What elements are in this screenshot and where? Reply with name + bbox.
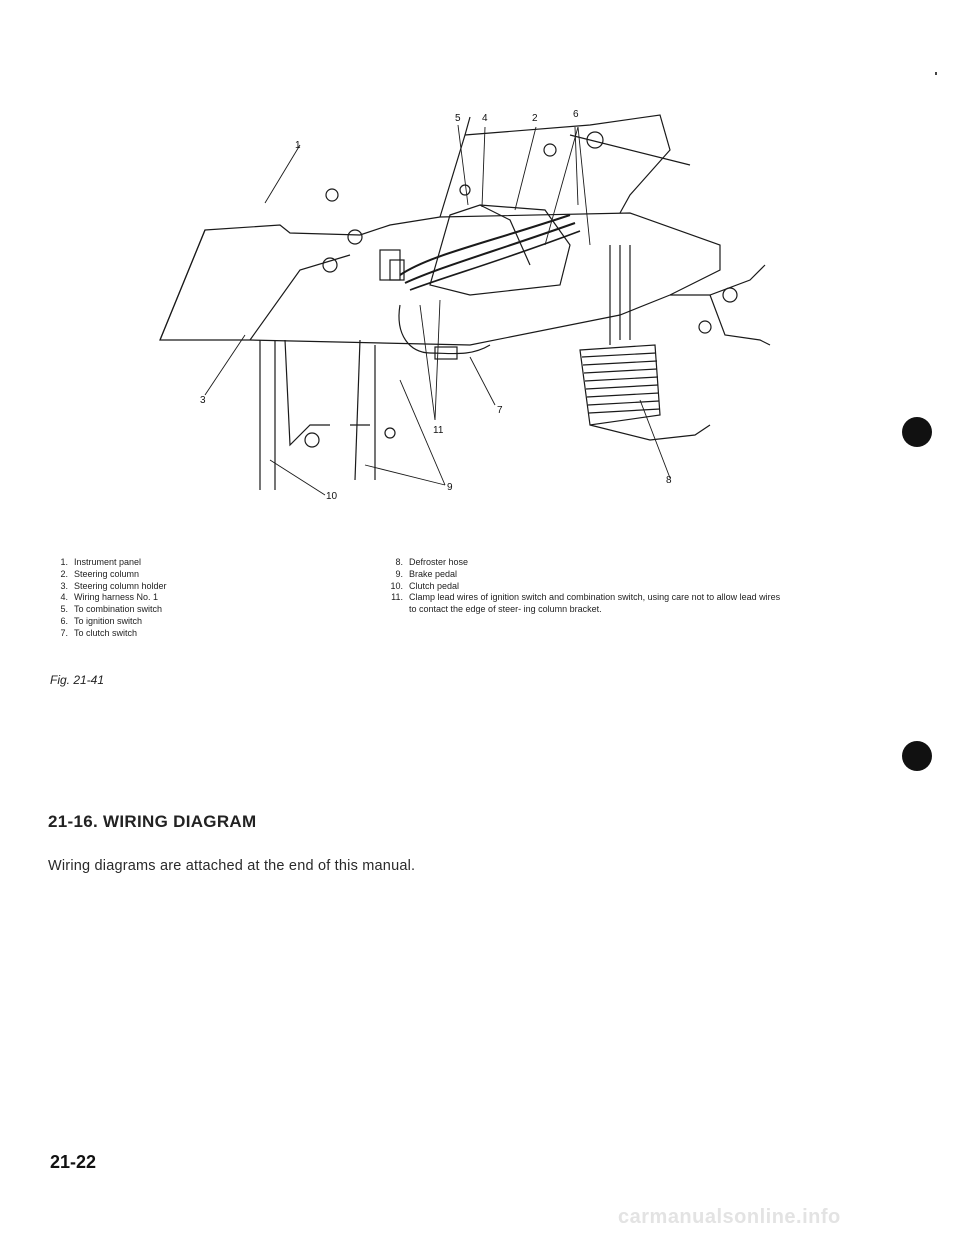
legend-text: To ignition switch [74,615,143,626]
legend-item [50,569,310,581]
legend-text: To clutch switch [74,627,138,638]
legend-right [385,557,785,616]
legend-text: Clutch pedal [409,580,460,591]
legend-num: 11. [391,592,403,603]
callout-9: 9 [447,482,453,493]
legend-num: 3. [60,580,68,591]
callout-7: 7 [497,405,503,416]
callout-3: 3 [200,395,206,406]
legend-text: Wiring harness No. 1 [74,592,159,603]
legend-text: Instrument panel [74,557,142,567]
legend-item [385,569,785,581]
legend-num: 8. [395,557,403,567]
legend-text: Steering column [74,568,140,579]
legend-num: 9. [395,568,403,579]
legend-item [50,604,310,616]
punch-hole-dot [902,741,932,771]
section-body: Wiring diagrams are attached at the end of this manual. [48,858,416,874]
callout-1: 1 [295,140,301,151]
legend-num: 6. [60,615,68,626]
legend-text: Defroster hose [409,557,469,567]
legend-item [50,557,310,569]
page-number: 21-22 [50,1152,97,1172]
legend-item [50,592,310,604]
callout-10: 10 [326,491,338,502]
callout-6: 6 [573,109,579,120]
legend-item [50,581,310,593]
callout-2: 2 [532,113,538,124]
callout-11: 11 [433,425,444,436]
section-title: 21-16. WIRING DIAGRAM [48,812,257,831]
legend-num: 10. [390,580,403,591]
legend-num: 5. [60,604,68,615]
legend-item [385,592,785,616]
illustration-drawing [150,95,780,515]
legend-text: Brake pedal [409,568,458,579]
wiring-illustration [150,95,780,515]
legend-item [385,557,785,569]
legend-num: 2. [60,568,68,579]
legend-num: 1. [60,557,68,567]
figure-caption: Fig. 21-41 [50,673,105,687]
legend-item [385,581,785,593]
callout-4: 4 [482,113,488,124]
legend-num: 4. [60,592,68,603]
legend-item [50,616,310,628]
legend-text: Steering column holder [74,580,167,591]
watermark: carmanualsonline.info [618,1206,841,1228]
legend-left [50,557,310,640]
legend-num: 7. [60,627,68,638]
legend-text: Clamp lead wires of ignition switch and combination switch, using care not to allow lead wires to contact the edge of steer- ing column bracket. [409,592,781,615]
callout-8: 8 [666,475,672,486]
callout-5: 5 [455,113,461,124]
punch-hole-dot [902,417,932,447]
legend-item [50,628,310,640]
scan-mark [935,72,937,75]
legend-text: To combination switch [74,604,163,615]
